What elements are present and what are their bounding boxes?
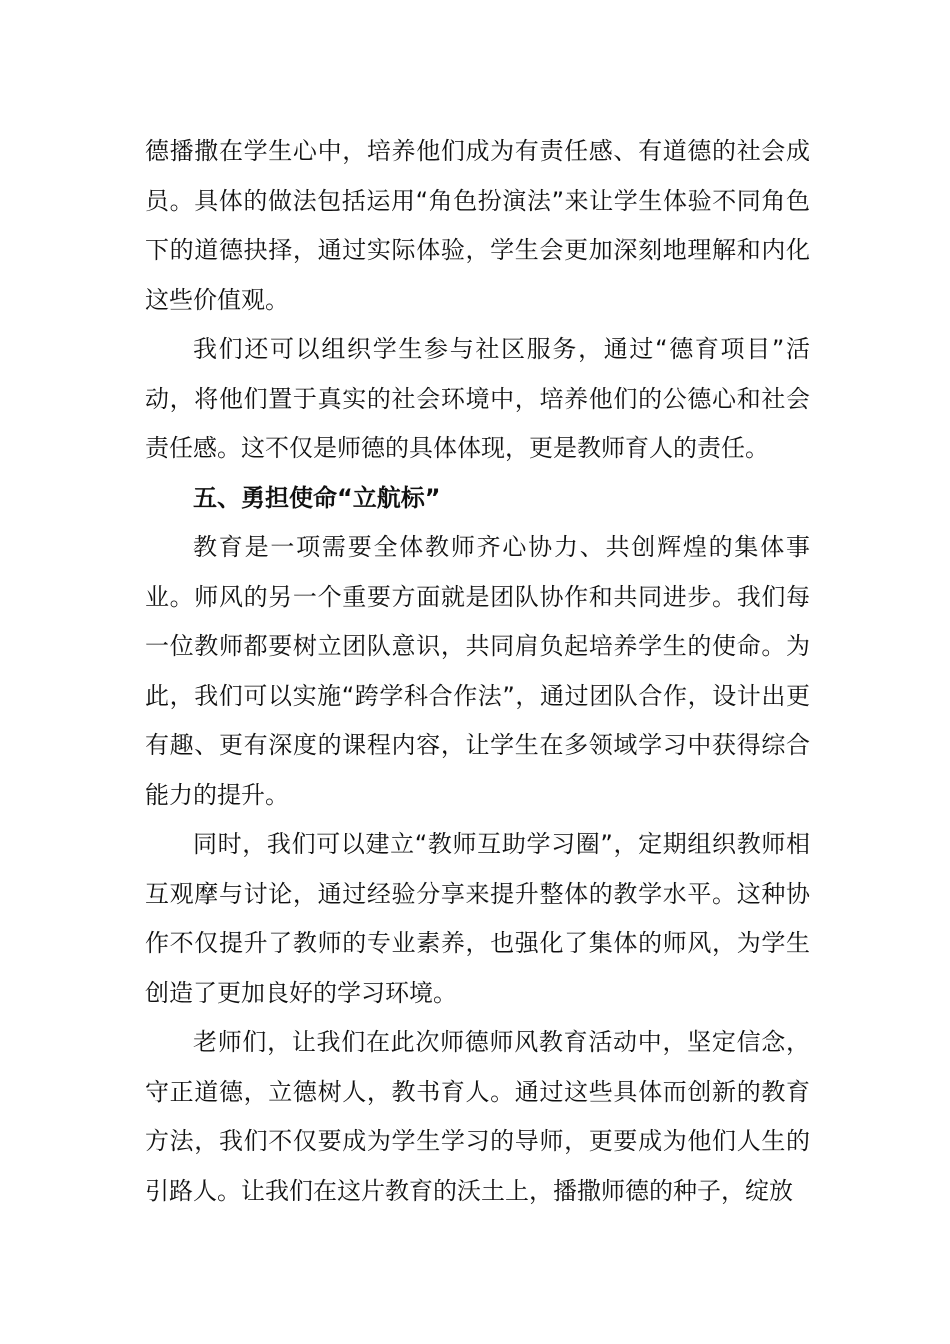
- paragraph-teamwork: 教育是一项需要全体教师齐心协力、共创辉煌的集体事业。师风的另一个重要方面就是团队协作和共同进步。我们每一位教师都要树立团队意识，共同肩负起培养学生的使命。为此，我们可以实施“跨学科合作法”，通过团队合作，设计出更有趣、更有深度的课程内容，让学生在多领域学习中获得综合能力的提升。: [145, 533, 810, 809]
- paragraph-closing: 老师们，让我们在此次师德师风教育活动中，坚定信念，守正道德，立德树人，教书育人。通过这些具体而创新的教育方法，我们不仅要成为学生学习的导师，更要成为他们人生的引路人。让我们在这片教育的沃土上，播撒师德的种子，绽放: [145, 1028, 810, 1205]
- paragraph-continuation: 德播撒在学生心中，培养他们成为有责任感、有道德的社会成员。具体的做法包括运用“角色扮演法”来让学生体验不同角色下的道德抉择，通过实际体验，学生会更加深刻地理解和内化这些价值观。: [145, 137, 810, 314]
- section-heading: 五、勇担使命“立航标”: [193, 483, 441, 512]
- paragraph-community-service: 我们还可以组织学生参与社区服务，通过“德育项目”活动，将他们置于真实的社会环境中，培养他们的公德心和社会责任感。这不仅是师德的具体体现，更是教师育人的责任。: [145, 335, 810, 462]
- paragraph-mutual-learning: 同时，我们可以建立“教师互助学习圈”，定期组织教师相互观摩与讨论，通过经验分享来提升整体的教学水平。这种协作不仅提升了教师的专业素养，也强化了集体的师风，为学生创造了更加良好的学习环境。: [145, 830, 810, 1007]
- document-body: [145, 127, 810, 1216]
